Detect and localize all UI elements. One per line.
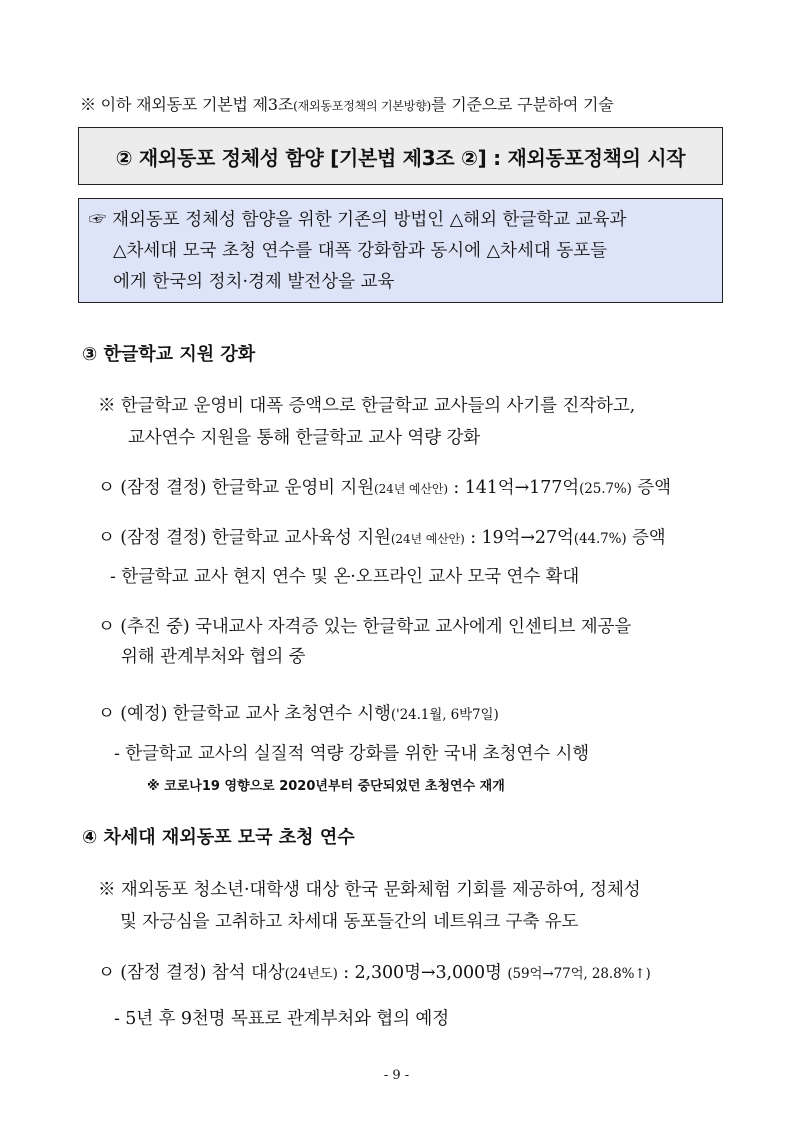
item-small: (24년 예산안) bbox=[390, 532, 465, 546]
item-tail: 증액 bbox=[626, 528, 666, 548]
item-small: (24년 예산안) bbox=[374, 482, 448, 496]
section3-note-line-2: 교사연수 지원을 통해 한글학교 교사 역량 강화 bbox=[128, 428, 481, 448]
section4-note-line-2: 및 자긍심을 고취하고 차세대 동포들간의 네트워크 구축 유도 bbox=[120, 912, 579, 932]
item-small: (24년도) bbox=[284, 966, 338, 982]
section4-item-1 bbox=[98, 959, 651, 984]
top-note-prefix: ※ 이하 재외동포 기본법 제3조 bbox=[80, 95, 294, 114]
section3-item-4-note: ※ 코로나19 영향으로 2020년부터 중단되었던 초청연수 재개 bbox=[147, 779, 505, 794]
section4-heading: ④ 차세대 재외동포 모국 초청 연수 bbox=[82, 827, 355, 848]
item-text: ㅇ (잠정 결정) 한글학교 운영비 지원 bbox=[98, 478, 375, 498]
page-number: - 9 - bbox=[383, 1068, 410, 1083]
item-pct: (25.7%) bbox=[579, 481, 632, 497]
top-note bbox=[80, 92, 614, 115]
section3-heading: ③ 한글학교 지원 강화 bbox=[82, 344, 256, 365]
summary-box bbox=[78, 198, 723, 303]
section3-item-3-line-2: 위해 관계부처와 협의 중 bbox=[121, 647, 306, 667]
item-text: ㅇ (잠정 결정) 한글학교 교사육성 지원 bbox=[98, 528, 391, 548]
top-note-suffix: 를 기준으로 구분하여 기술 bbox=[431, 95, 614, 114]
item-value: : 141억→177억 bbox=[447, 478, 580, 498]
section3-item-4-sub: - 한글학교 교사의 실질적 역량 강화를 위한 국내 초청연수 시행 bbox=[114, 744, 590, 764]
summary-line-2: △차세대 모국 초청 연수를 대폭 강화함과 동시에 △차세대 동포들 bbox=[113, 241, 608, 261]
summary-line-1: ☞ 재외동포 정체성 함양을 위한 기존의 방법인 △해외 한글학교 교육과 bbox=[89, 210, 627, 230]
section3-item-3-line-1: ㅇ (추진 중) 국내교사 자격증 있는 한글학교 교사에게 인센티브 제공을 bbox=[98, 617, 632, 637]
item-tail: (59억→77억, 28.8%↑) bbox=[507, 966, 651, 982]
section-title: ② 재외동포 정체성 함양 [기본법 제3조 ②] : 재외동포정책의 시작 bbox=[115, 145, 686, 170]
item-text: ㅇ (예정) 한글학교 교사 초청연수 시행 bbox=[98, 704, 391, 724]
item-value: : 19억→27억 bbox=[464, 528, 574, 548]
top-note-small: (재외동포정책의 기본방향) bbox=[293, 99, 432, 113]
section3-item-4 bbox=[98, 700, 499, 725]
section4-item-1-sub: - 5년 후 9천명 목표로 관계부처와 협의 예정 bbox=[114, 1009, 449, 1029]
item-value: : 2,300명→3,000명 bbox=[337, 963, 508, 983]
item-text: ㅇ (잠정 결정) 참석 대상 bbox=[98, 963, 285, 983]
section3-item-1 bbox=[98, 474, 671, 499]
section-title-box bbox=[78, 127, 723, 185]
section3-note-line-1: ※ 한글학교 운영비 대폭 증액으로 한글학교 교사들의 사기를 진작하고, bbox=[98, 396, 636, 416]
item-tail: 증액 bbox=[631, 478, 671, 498]
section3-item-2-sub: - 한글학교 교사 현지 연수 및 온·오프라인 교사 모국 연수 확대 bbox=[110, 567, 580, 587]
section4-note-line-1: ※ 재외동포 청소년·대학생 대상 한국 문화체험 기회를 제공하여, 정체성 bbox=[98, 880, 641, 900]
item-small: ('24.1월, 6박7일) bbox=[390, 707, 499, 723]
item-pct: (44.7%) bbox=[573, 531, 627, 547]
section3-item-2 bbox=[98, 524, 666, 549]
summary-line-3: 에게 한국의 정치·경제 발전상을 교육 bbox=[113, 272, 395, 292]
